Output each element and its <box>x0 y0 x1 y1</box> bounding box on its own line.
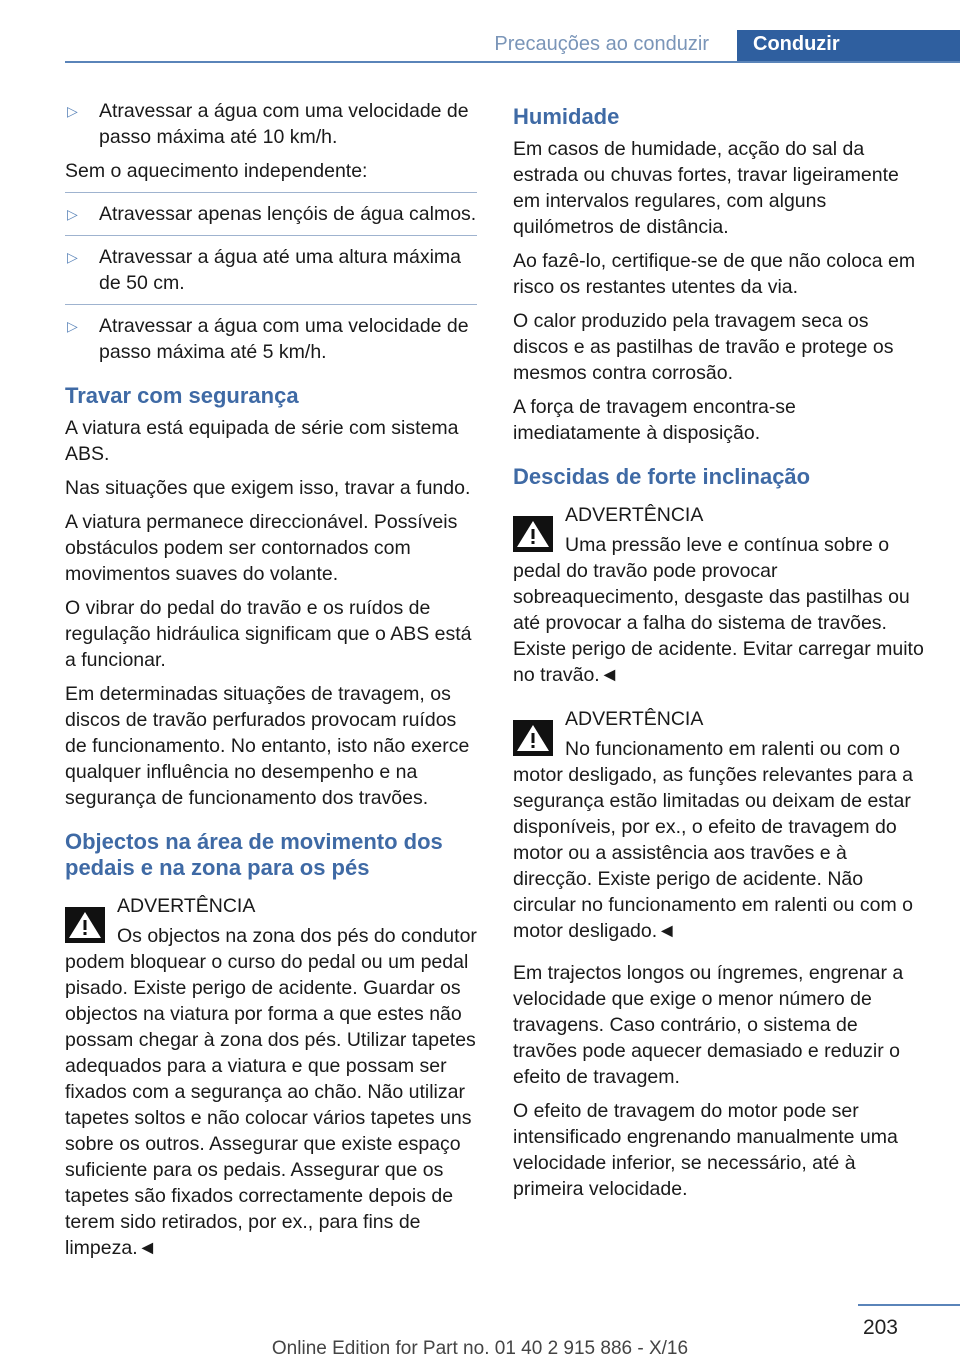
divider <box>65 304 477 305</box>
section-heading: Objectos na área de movimento dos pedais e na zona para os pés <box>65 829 443 880</box>
warning-title: ADVERTÊNCIA <box>565 504 704 526</box>
warning-icon <box>65 907 105 943</box>
warning-box <box>513 502 925 688</box>
paragraph: A viatura permanece direccionável. Possíveis obstáculos podem ser contornados com movimentos suaves do volante. <box>65 511 458 585</box>
paragraph: Sem o aquecimento independente: <box>65 160 368 182</box>
warning-text: Uma pressão leve e contínua sobre o pedal do travão pode provocar sobreaquecimento, desgaste das pastilhas ou até provocar a falha do sistema de travões. Existe perigo de acidente. Evitar carregar muito no travão.◄ <box>513 534 924 686</box>
warning-icon <box>513 720 553 756</box>
list-item: ▷ Atravessar a água com uma velocidade de passo máxima até 10 km/h. <box>67 100 469 148</box>
footer-rule <box>858 1304 960 1306</box>
warning-box <box>65 893 477 1261</box>
page-number: 203 <box>862 1316 898 1339</box>
list-item: ▷ Atravessar apenas lençóis de água calmos. <box>67 203 477 225</box>
paragraph: O vibrar do pedal do travão e os ruídos de regulação hidráulica significam que o ABS está a funcionar. <box>65 597 472 671</box>
triangle-bullet-icon: ▷ <box>67 103 78 119</box>
triangle-bullet-icon: ▷ <box>67 206 78 222</box>
warning-text: Os objectos na zona dos pés do condutor podem bloquear o curso do pedal ou um pedal pisado. Existe perigo de acidente. Guardar os objectos na viatura por forma a que estes não possam chegar à zona dos pés. Utilizar tapetes adequados para a viatura e que possam ser fixados com a segurança ao chão. Não utilizar tapetes soltos e não colocar vários tapetes uns sobre os outros. Assegurar que existe espaço suficiente para os pedais. Assegurar que os tapetes são fixados correctamente depois de terem sido retirados, por ex., para fins de limpeza.◄ <box>65 925 477 1259</box>
divider <box>65 235 477 236</box>
right-column <box>513 98 925 1210</box>
warning-text: No funcionamento em ralenti ou com o motor desligado, as funções relevantes para a segurança estão limitadas ou deixam de estar disponíveis, por ex., o efeito de travagem do motor ou a assistência aos travões e à direcção. Existe perigo de acidente. Não circular no funcionamento em ralenti ou com o motor desligado.◄ <box>513 738 913 942</box>
warning-title: ADVERTÊNCIA <box>117 895 256 917</box>
paragraph: Em determinadas situações de travagem, os discos de travão perfurados provocam ruídos de funcionamento. No entanto, isto não exerce qualquer influência no desempenho e na segurança de funcionamento dos travões. <box>65 683 470 809</box>
paragraph: A força de travagem encontra-se imediatamente à disposição. <box>513 396 796 444</box>
header-rule <box>65 61 960 63</box>
list-item: ▷ Atravessar a água com uma velocidade de passo máxima até 5 km/h. <box>67 315 469 363</box>
list-item: ▷ Atravessar a água até uma altura máxima de 50 cm. <box>67 246 462 294</box>
triangle-bullet-icon: ▷ <box>67 249 78 265</box>
paragraph: O efeito de travagem do motor pode ser intensificado engrenando manualmente uma velocidade inferior, se necessário, até à primeira velocidade. <box>513 1100 898 1200</box>
header-chapter-tab: Conduzir <box>737 30 960 61</box>
left-column <box>65 98 477 1269</box>
warning-title: ADVERTÊNCIA <box>565 708 704 730</box>
section-heading: Travar com segurança <box>65 383 299 408</box>
paragraph: Em casos de humidade, acção do sal da estrada ou chuvas fortes, travar ligeiramente em intervalos regulares, com alguns quilómetros de distância. <box>513 138 899 238</box>
paragraph: Nas situações que exigem isso, travar a fundo. <box>65 477 471 499</box>
footer-edition: Online Edition for Part no. 01 40 2 915 886 - X/16 <box>271 1338 689 1359</box>
section-heading: Humidade <box>513 104 620 129</box>
paragraph: A viatura está equipada de série com sistema ABS. <box>65 417 459 465</box>
warning-icon <box>513 516 553 552</box>
paragraph: Ao fazê-lo, certifique-se de que não coloca em risco os restantes utentes da via. <box>513 250 916 298</box>
section-heading: Descidas de forte inclinação <box>513 464 811 489</box>
paragraph: O calor produzido pela travagem seca os discos e as pastilhas de travão e protege os mesmos contra corrosão. <box>513 310 894 384</box>
triangle-bullet-icon: ▷ <box>67 318 78 334</box>
divider <box>65 192 477 193</box>
header-section-title: Precauções ao conduzir <box>494 33 709 55</box>
paragraph: Em trajectos longos ou íngremes, engrenar a velocidade que exige o menor número de travagens. Caso contrário, o sistema de travões pode aquecer demasiado e reduzir o efeito de travagem. <box>513 962 904 1088</box>
warning-box <box>513 706 925 944</box>
